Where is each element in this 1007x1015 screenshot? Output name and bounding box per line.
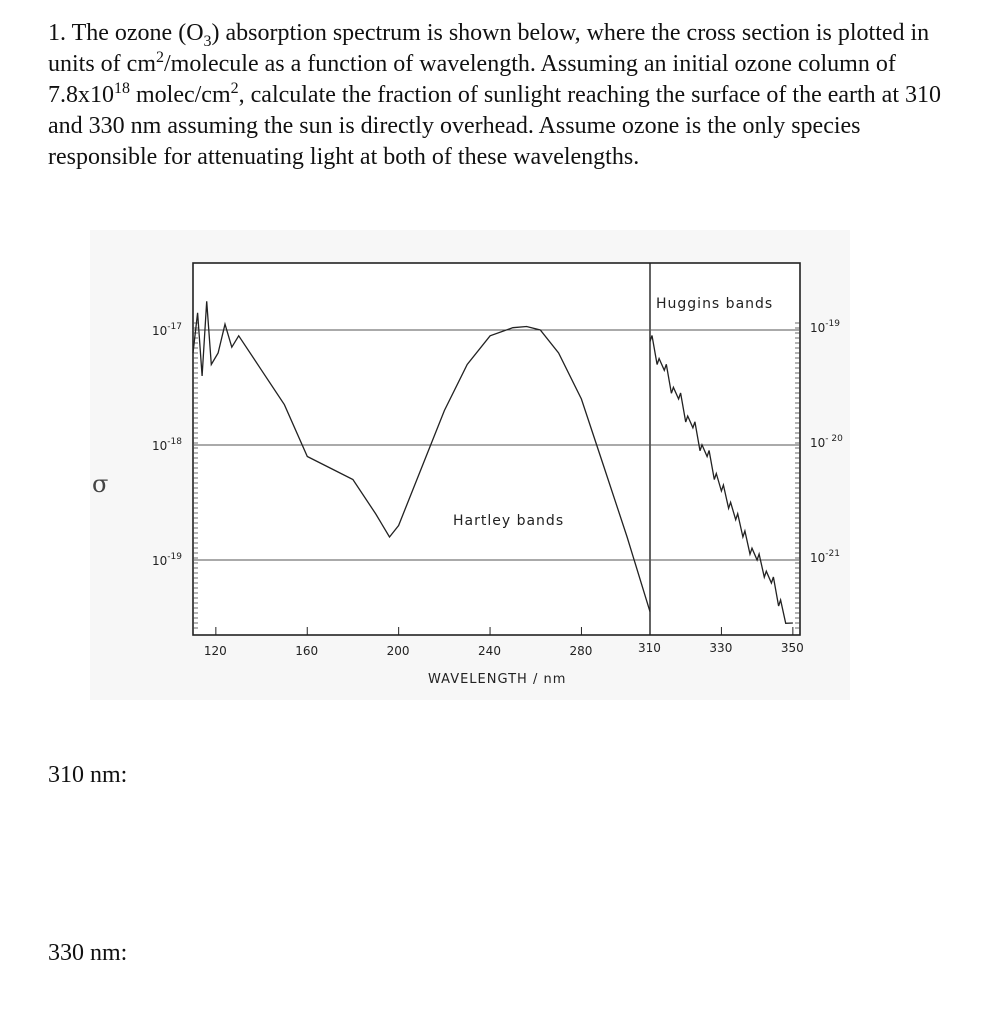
x-tick-label: 200 — [386, 644, 410, 658]
y-tick-label-right: $10^{-21}$ — [810, 549, 840, 565]
question-number: 1. — [48, 20, 66, 46]
y-tick-label-left: $10^{-19}$ — [152, 552, 182, 568]
x-tick-label: 330 — [709, 641, 733, 655]
x-tick-label: 310 — [638, 641, 661, 655]
answer-310nm-label: 310 nm: — [48, 762, 128, 788]
plot-frame — [193, 263, 800, 635]
x-tick-label: 240 — [478, 644, 501, 658]
y-axis-symbol: σ — [92, 470, 109, 498]
y-tick-label-left: $10^{-18}$ — [152, 437, 182, 453]
chart-svg — [90, 230, 850, 700]
x-tick-label: 120 — [203, 644, 227, 658]
huggins-label: Huggins bands — [656, 296, 774, 312]
hartley-label: Hartley bands — [453, 513, 565, 529]
y-tick-label-right: $10^{-19}$ — [810, 319, 840, 335]
x-tick-label: 350 — [780, 641, 804, 655]
x-tick-label: 160 — [295, 644, 319, 658]
y-tick-label-left: $10^{-17}$ — [152, 322, 182, 338]
question-text: 1. The ozone $(O_3)$ absorption spectrum is shown below, where the cross section is plotted in units of $cm^2$/molecule as a function of wavelength. Assuming an initial ozone column of $7.8x10^{18}$ molec/$cm^2$, calculate the fraction of sunlight reaching the surface of the earth at 310 and 330 nm assuming the sun is directly overhead. Assume ozone is the only species responsible for attenuating light at both of these wavelengths. — [48, 20, 942, 170]
y-tick-label-right: $10^{- 20}$ — [810, 434, 843, 450]
answer-330nm-label: 330 nm: — [48, 940, 128, 966]
x-tick-label: 280 — [569, 644, 593, 658]
x-axis-label: WAVELENGTH / nm — [428, 672, 567, 687]
ozone-absorption-chart — [90, 230, 850, 700]
